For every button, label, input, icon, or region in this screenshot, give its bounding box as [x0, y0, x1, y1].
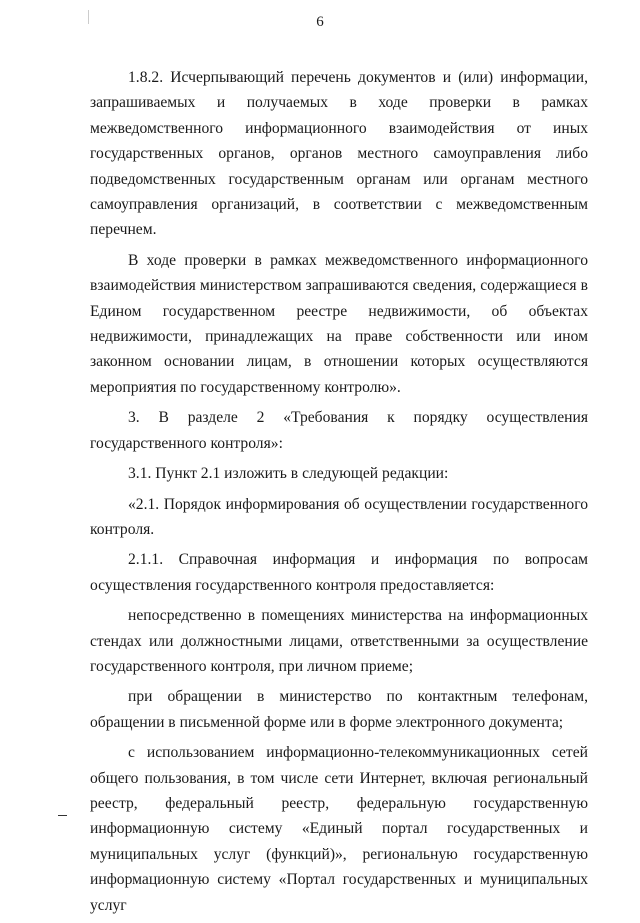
paragraph-internet: с использованием информационно-телекоммуникационных сетей общего пользования, в том числе сети Интернет, включая региональный реестр, федеральный реестр, федеральную государственную информационную систему «Единый портал государственных и муниципальных услуг (функций)», региональную государственную информационную систему «Портал государственных и муниципальных услуг: [90, 744, 588, 914]
margin-dash-mark: [58, 815, 67, 816]
paragraph-3-1: 3.1. Пункт 2.1 изложить в следующей редакции:: [128, 465, 449, 483]
paragraph-2-1-1: 2.1.1. Справочная информация и информация по вопросам осуществления государственного контроля предоставляется:: [90, 551, 588, 594]
paragraph-phone-written: при обращении в министерство по контактным телефонам, обращении в письменной форме или в форме электронного документа;: [90, 688, 588, 731]
paragraph-1-8-2: 1.8.2. Исчерпывающий перечень документов и (или) информации, запрашиваемых и получаемых в ходе проверки в рамках межведомственного информационного взаимодействия от иных государственных органов, органов местного самоуправления либо подведомственных государственным органам или органам местного самоуправления организаций, в соответствии с межведомственным перечнем.: [90, 69, 588, 239]
document-body: [90, 65, 588, 923]
page-number: 6: [316, 14, 324, 30]
paragraph-2-1: «2.1. Порядок информирования об осуществлении государственного контроля.: [90, 495, 588, 538]
paragraph-section-2-heading: 3. В разделе 2 «Требования к порядку осуществления государственного контроля»:: [90, 409, 588, 452]
paragraph-interagency-info: В ходе проверки в рамках межведомственного информационного взаимодействия министерством запрашиваются сведения, содержащиеся в Едином государственном реестре недвижимости, об объектах недвижимости, принадлежащих на праве собственности или ином законном основании лицам, в отношении которых осуществляются мероприятия по государственному контролю».: [90, 251, 588, 396]
paragraph-stands: непосредственно в помещениях министерства на информационных стендах или должностными лицами, ответственными за осуществление государственного контроля, при личном приеме;: [90, 607, 588, 675]
